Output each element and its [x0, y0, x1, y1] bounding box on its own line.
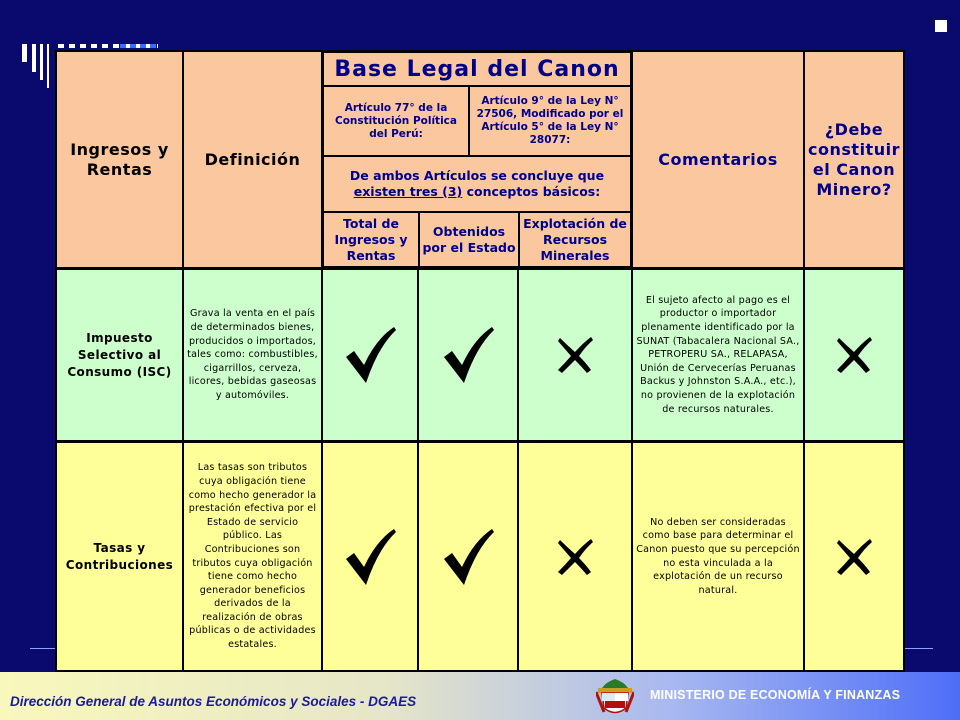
- row-comentario-tasas: No deben ser consideradas como base para determinar el Canon puesto que su percepción no esta vinculada a la explotación de un recurso natural.: [633, 443, 803, 670]
- cross-icon: [805, 443, 903, 670]
- cross-icon: [519, 270, 631, 440]
- conclusion-line-1: De ambos Artículos se concluye que: [349, 168, 605, 183]
- corner-decoration: [22, 44, 27, 62]
- header-comentarios: Comentarios: [633, 52, 803, 267]
- corner-decoration: [32, 44, 36, 72]
- cross-icon: [519, 443, 631, 670]
- divider-line: [905, 648, 933, 649]
- check-icon: [419, 443, 517, 670]
- concept-explotacion: Explotación de Recursos Minerales: [519, 212, 631, 267]
- header-debe-constituir: ¿Debe constituir el Canon Minero?: [805, 52, 903, 267]
- conclusion-underlined: existen tres (3): [353, 184, 463, 199]
- corner-decoration: [40, 44, 43, 80]
- check-icon: [323, 443, 417, 670]
- header-ingresos: Ingresos y Rentas: [57, 52, 182, 267]
- row-label-isc: Impuesto Selectivo al Consumo (ISC): [57, 270, 182, 440]
- base-legal-block: [323, 52, 631, 267]
- dash-decoration: [120, 44, 160, 48]
- articulo-9: Artículo 9° de la Ley N° 27506, Modificado por el Artículo 5° de la Ley N° 28077:: [469, 86, 631, 156]
- coat-of-arms-icon: [596, 678, 634, 718]
- row-definicion-isc: Grava la venta en el país de determinados bienes, producidos o importados, tales como: combustibles, cigarrillos, cerveza, licores, bebidas gaseosas y automóviles.: [184, 270, 321, 440]
- canon-table: [55, 50, 905, 672]
- conclusion-line-2: [354, 184, 601, 200]
- conclusion-rest: conceptos básicos:: [462, 184, 601, 199]
- check-icon: [419, 270, 517, 440]
- footer-ministerio: MINISTERIO DE ECONOMÍA Y FINANZAS: [650, 688, 901, 702]
- concept-total-ingresos: Total de Ingresos y Rentas: [323, 212, 419, 267]
- header-definicion: Definición: [184, 52, 321, 267]
- footer-dgaes: Dirección General de Asuntos Económicos y Sociales - DGAES: [10, 694, 417, 709]
- cross-icon: [805, 270, 903, 440]
- row-comentario-isc: El sujeto afecto al pago es el productor o importador plenamente identificado por la SUNAT (Tabacalera Nacional SA., PETROPERU SA., RELAPASA, Unión de Cervecerías Peruanas Backus y Johnston S.A.A., etc.), no provienen de la explotación de recursos naturales.: [633, 270, 803, 440]
- concept-obtenidos: Obtenidos por el Estado: [419, 212, 519, 267]
- check-icon: [323, 270, 417, 440]
- corner-decoration: [935, 20, 947, 32]
- divider-line: [30, 648, 55, 649]
- conclusion-text: [323, 156, 631, 212]
- base-legal-title: Base Legal del Canon: [323, 52, 631, 86]
- row-label-tasas: Tasas y Contribuciones: [57, 443, 182, 670]
- corner-decoration: [47, 44, 49, 88]
- articulo-77: Artículo 77° de la Constitución Política del Perú:: [323, 86, 469, 156]
- row-definicion-tasas: Las tasas son tributos cuya obligación tiene como hecho generador la prestación efectiva por el Estado de servicio público. Las Contribuciones son tributos cuya obligación tiene como hecho generador beneficios derivados de la realización de obras públicas o de actividades estatales.: [184, 443, 321, 670]
